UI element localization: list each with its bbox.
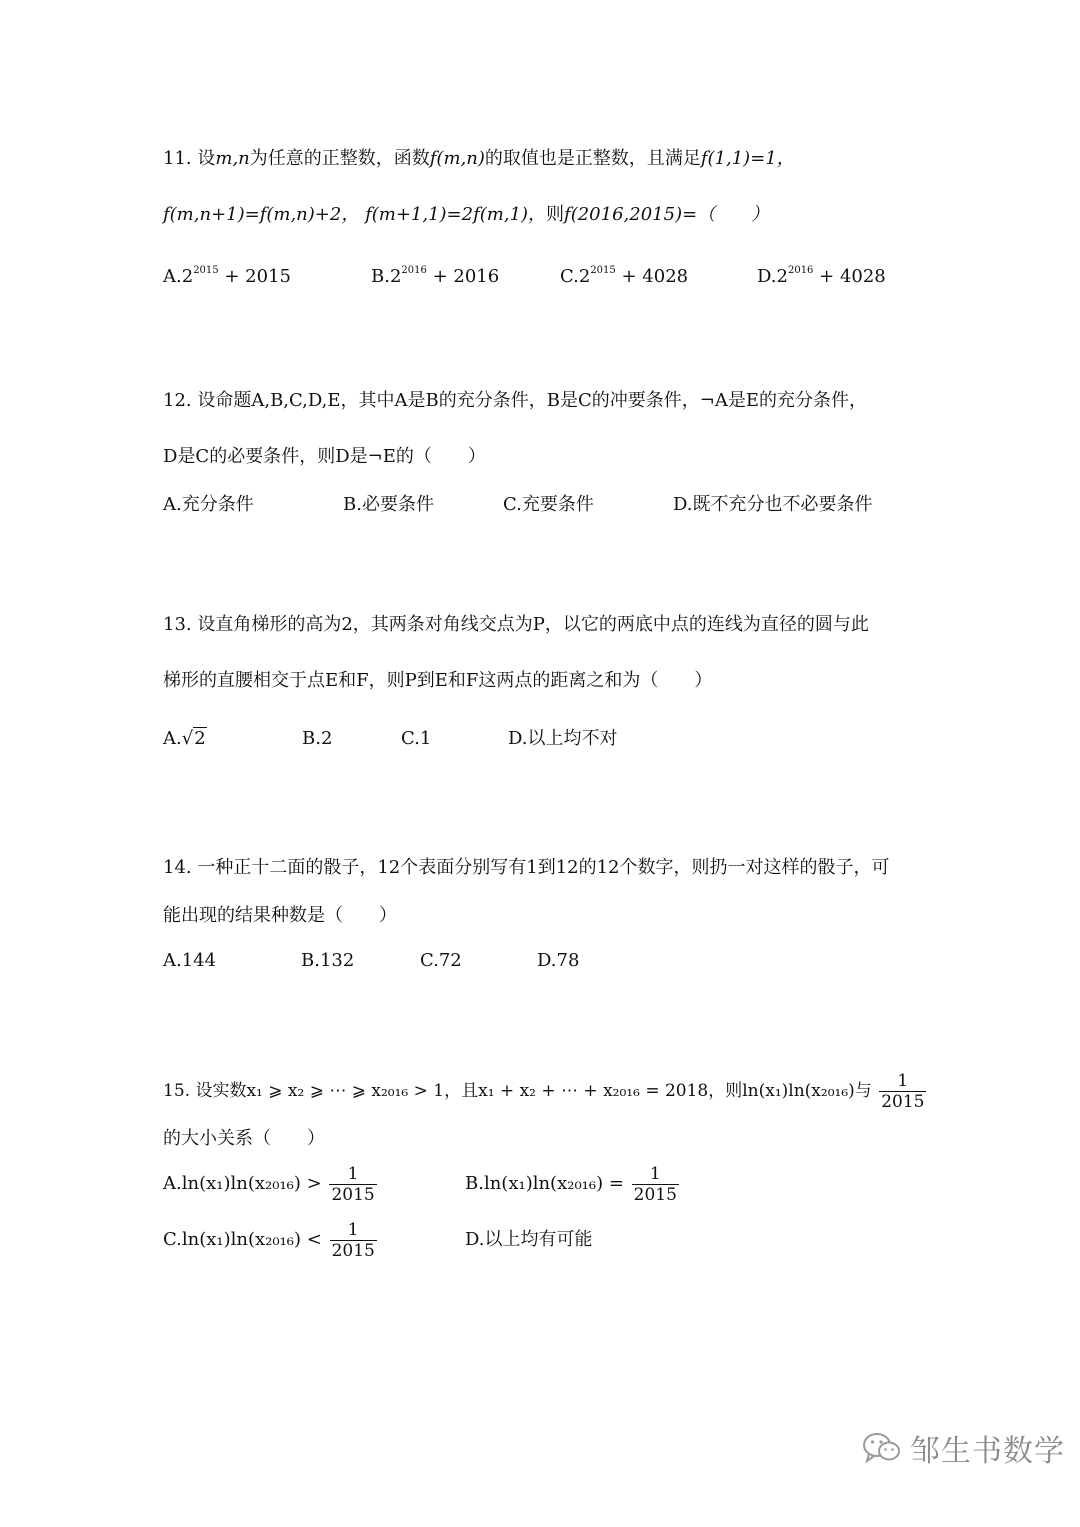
q15-line1 bbox=[163, 1069, 928, 1113]
q14-option-b: B.132 bbox=[301, 950, 355, 971]
q15-option-c: C.ln(x₁)ln(x₂₀₁₆) < $\frac{1}{2015}$ bbox=[163, 1219, 375, 1261]
q11-equation-2: f(m+1,1)=2f(m,1)， bbox=[365, 204, 547, 225]
q12-option-b: B.必要条件 bbox=[343, 494, 434, 515]
q14-option-d: D.78 bbox=[537, 950, 580, 971]
q12-option-a: A.充分条件 bbox=[163, 494, 254, 515]
q11-number: 11. bbox=[163, 148, 192, 169]
q11-text: 的取值也是正整数，且满足 bbox=[484, 148, 701, 169]
q14-line1: 14. 一种正十二面的骰子，12个表面分别写有1到12的12个数字，则扔一对这样的骰子，可 bbox=[163, 857, 890, 878]
q11-option-c: $C.2^{2015} + 4028$ bbox=[560, 265, 689, 287]
q13-line2: 梯形的直腰相交于点E和F，则P到E和F这两点的距离之和为（ ） bbox=[163, 670, 713, 691]
q12-option-d: D.既不充分也不必要条件 bbox=[673, 494, 873, 515]
q15-option-b: B.ln(x₁)ln(x₂₀₁₆) = $\frac{1}{2015}$ bbox=[465, 1163, 677, 1205]
q11-vars: m,n bbox=[215, 148, 250, 169]
q11-func: f(m,n) bbox=[429, 148, 485, 169]
q12-line1: 12. 设命题A,B,C,D,E，其中A是B的充分条件，B是C的冲要条件，¬A是E的充分条件， bbox=[163, 390, 867, 411]
q15-fraction: $\frac{1}{2015}$ bbox=[881, 1071, 925, 1112]
q11-option-b: $B.2^{2016} + 2016$ bbox=[371, 265, 500, 287]
wechat-logo-icon bbox=[862, 1431, 902, 1465]
q15-option-b-fraction: $\frac{1}{2015}$ bbox=[633, 1163, 677, 1205]
watermark bbox=[862, 1428, 1065, 1468]
q11-equation-1: f(m,n+1)=f(m,n)+2， bbox=[163, 204, 360, 225]
q11-condition: f(1,1)=1， bbox=[700, 148, 795, 169]
q13-option-a: A.√2 bbox=[163, 728, 206, 749]
q15-option-c-fraction: $\frac{1}{2015}$ bbox=[331, 1219, 375, 1261]
q11-text: 则 bbox=[546, 204, 565, 225]
q11-text: 设 bbox=[197, 148, 216, 169]
q11-option-d: $D.2^{2016} + 4028$ bbox=[757, 265, 886, 287]
q11-line1 bbox=[163, 146, 795, 172]
q15-option-a-fraction: $\frac{1}{2015}$ bbox=[331, 1163, 375, 1205]
q13-option-b: B.2 bbox=[302, 728, 333, 749]
q14-option-c: C.72 bbox=[420, 950, 462, 971]
q12-line2: D是C的必要条件，则D是¬E的（ ） bbox=[163, 446, 486, 467]
q13-option-d: D.以上均不对 bbox=[508, 728, 618, 749]
q11-line2 bbox=[163, 202, 769, 228]
q14-option-a: A.144 bbox=[163, 950, 217, 971]
q11-text: 为任意的正整数，函数 bbox=[249, 148, 430, 169]
q15-text: 15. 设实数x₁ ⩾ x₂ ⩾ ⋯ ⩾ x₂₀₁₆ > 1，且x₁ + x₂ + ⋯ + x₂₀₁₆ = 2018，则ln(x₁)ln(x₂₀₁₆)与 bbox=[163, 1081, 872, 1101]
q15-line2: 的大小关系（ ） bbox=[163, 1128, 325, 1149]
q14-line2: 能出现的结果种数是（ ） bbox=[163, 905, 397, 926]
q15-option-a: A.ln(x₁)ln(x₂₀₁₆) > $\frac{1}{2015}$ bbox=[163, 1163, 375, 1205]
q13-option-c: C.1 bbox=[401, 728, 432, 749]
q13-line1: 13. 设直角梯形的高为2，其两条对角线交点为P，以它的两底中点的连线为直径的圆与此 bbox=[163, 614, 869, 635]
q11-question: f(2016,2015)=（ ） bbox=[564, 204, 770, 225]
q11-option-a: $A.2^{2015} + 2015$ bbox=[163, 265, 291, 287]
watermark-text: 邹生书数学 bbox=[910, 1434, 1065, 1469]
sqrt-symbol: √ bbox=[181, 728, 194, 749]
q15-option-d: D.以上均有可能 bbox=[465, 1229, 593, 1250]
q12-option-c: C.充要条件 bbox=[503, 494, 594, 515]
